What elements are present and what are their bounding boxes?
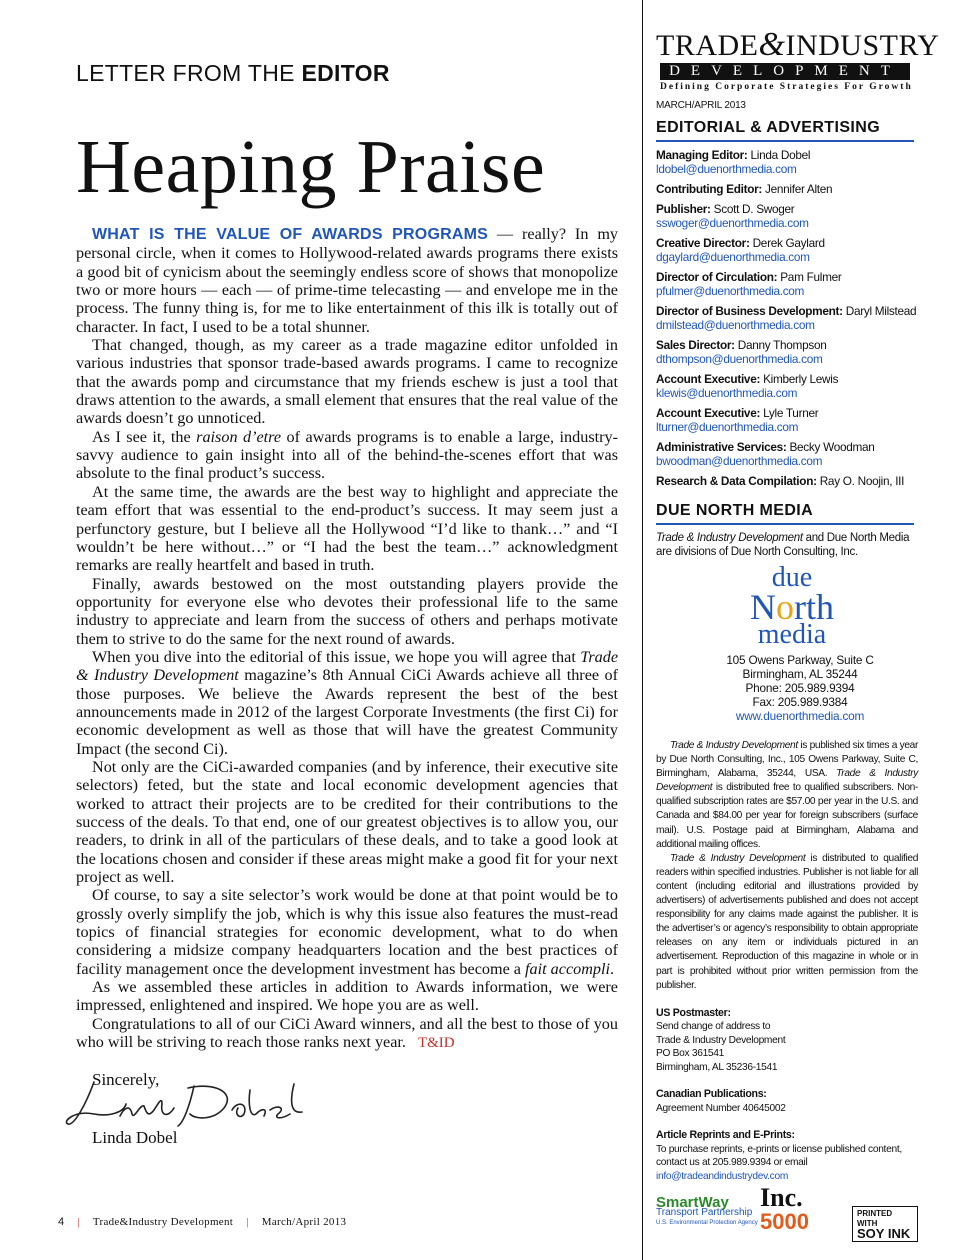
issue-date: MARCH/APRIL 2013 bbox=[656, 100, 746, 111]
paragraph-3: As I see it, the raison d’etre of awards programs is to enable a large, industry-savvy audience to gain insight into all of the behind-the-scenes effort that was absolute to the final product’s success. bbox=[76, 427, 618, 483]
staff-email[interactable]: klewis@duenorthmedia.com bbox=[656, 386, 798, 400]
end-mark: T&ID bbox=[417, 1035, 455, 1052]
postmaster-block: US Postmaster: Send change of address to Trade & Industry Development PO Box 361541 Birmingham, AL 35236-1541 bbox=[656, 1006, 786, 1073]
paragraph-7: Not only are the CiCi-awarded companies (and by inference, their executive site selectors) feted, but the state and local economic development agencies that worked to attract their projects are to be credited for their contributions to the success of the deals. To that end, one of our greatest objectives is to allow you, our readers, to drink in all of the particulars of these deals, and to take a good look at the locations chosen and consider if these areas might make a good fit for your next project as well. bbox=[76, 757, 618, 887]
signature-name: Linda Dobel bbox=[92, 1128, 178, 1147]
staff-email[interactable]: sswoger@duenorthmedia.com bbox=[656, 216, 809, 230]
badge-row bbox=[656, 1183, 918, 1241]
paragraph-6: When you dive into the editorial of this issue, we hope you will agree that Trade & Industry Development magazine’s 8th Annual CiCi Awards achieve all three of those purposes. We believe the Awards represent the best of the best announcements made in 2012 of the largest Corporate Investments (the first Ci) for economic development as well as those that will have the greatest Community Impact (the second Ci). bbox=[76, 647, 618, 758]
staff-row: Managing Editor: Linda Dobel ldobel@duenorthmedia.com bbox=[656, 148, 918, 176]
staff-row: Account Executive: Kimberly Lewis klewis@duenorthmedia.com bbox=[656, 372, 918, 400]
footer-issue: March/April 2013 bbox=[261, 1216, 347, 1228]
paragraph-8: Of course, to say a site selector’s work would be done at that point would be to grossly overly simplify the job, which is why this issue also features the must-read topics of financial strategies for economic development, what to do when considering a midsize company headquarters location and the best practices of facility management once the development investment has become a fait accompli. bbox=[76, 886, 618, 978]
logo-tagline: Defining Corporate Strategies For Growth bbox=[660, 82, 913, 92]
signature-image bbox=[64, 1074, 304, 1136]
staff-row: Publisher: Scott D. Swoger sswoger@duenorthmedia.com bbox=[656, 202, 918, 230]
staff-email[interactable]: lturner@duenorthmedia.com bbox=[656, 420, 799, 434]
due-north-logo: due North media bbox=[750, 562, 834, 650]
staff-email[interactable]: dmilstead@duenorthmedia.com bbox=[656, 318, 815, 332]
paragraph-10: Congratulations to all of our CiCi Award winners, and all the best to those of you who will be striving to reach those ranks next year. T&ID bbox=[76, 1014, 618, 1052]
paragraph-5: Finally, awards bestowed on the most outstanding players provide the opportunity for everyone else who devotes their professional life to the same industry to appreciate and learn from the success of others and perhaps motivate them to strive to do the same for the next round of awards. bbox=[76, 574, 618, 648]
masthead bbox=[656, 26, 940, 1183]
magazine-logo: TRADE&INDUSTRY bbox=[656, 26, 940, 63]
closing: Sincerely, bbox=[92, 1070, 160, 1090]
footer-magazine: Trade&Industry Development bbox=[92, 1216, 234, 1228]
staff-row: Account Executive: Lyle Turner lturner@duenorthmedia.com bbox=[656, 406, 918, 434]
editor-letter bbox=[76, 60, 618, 1090]
staff-email[interactable]: ldobel@duenorthmedia.com bbox=[656, 162, 797, 176]
address-block: 105 Owens Parkway, Suite C Birmingham, AL 35244 Phone: 205.989.9394 Fax: 205.989.9384 www.duenorthmedia.com bbox=[656, 653, 918, 723]
page-number: 4 bbox=[58, 1216, 65, 1228]
dnm-description: Trade & Industry Development and Due North Media are divisions of Due North Consulting, Inc. bbox=[656, 532, 910, 558]
staff-list bbox=[656, 148, 918, 488]
smartway-logo: SmartWay Transport Partnership U.S. Environmental Protection Agency bbox=[656, 1194, 758, 1226]
page-title: Heaping Praise bbox=[76, 125, 546, 209]
staff-row: Director of Circulation: Pam Fulmer pfulmer@duenorthmedia.com bbox=[656, 270, 918, 298]
staff-row: Administrative Services: Becky Woodman bwoodman@duenorthmedia.com bbox=[656, 440, 918, 468]
article-body bbox=[76, 225, 618, 1052]
staff-row: Director of Business Development: Daryl Milstead dmilstead@duenorthmedia.com bbox=[656, 304, 917, 332]
inc-5000-logo: Inc. 5000 bbox=[760, 1183, 809, 1234]
reprints-block: Article Reprints and E-Prints: To purchase reprints, e-prints or license published content, contact us at 205.989.9394 or email info@tradeandindustrydev.com bbox=[656, 1129, 902, 1182]
canadian-block: Canadian Publications: Agreement Number 40645002 bbox=[656, 1088, 786, 1114]
staff-row: Research & Data Compilation: Ray O. Noojin, III bbox=[656, 474, 905, 488]
paragraph-9: As we assembled these articles in addition to Awards information, we were impressed, enlightened and inspired. We hope you are as well. bbox=[76, 978, 618, 1015]
staff-row: Contributing Editor: Jennifer Alten bbox=[656, 182, 833, 196]
section-title-dnm: DUE NORTH MEDIA bbox=[656, 502, 914, 525]
section-kicker bbox=[76, 60, 618, 87]
paragraph-2: That changed, though, as my career as a trade magazine editor unfolded in various industries that sponsor trade-based awards programs. I came to recognize that the awards pomp and circumstance that my friends eschew is just a tool that draws attention to the awards, a small element that ensures that the real value of the awards doesn’t go unnoticed. bbox=[76, 336, 618, 428]
staff-row: Sales Director: Danny Thompson dthompson@duenorthmedia.com bbox=[656, 338, 918, 366]
logo-bar: DEVELOPMENT bbox=[660, 63, 910, 80]
staff-email[interactable]: bwoodman@duenorthmedia.com bbox=[656, 454, 823, 468]
staff-email[interactable]: pfulmer@duenorthmedia.com bbox=[656, 284, 805, 298]
soy-ink-logo: PRINTED WITH SOY INK bbox=[852, 1206, 918, 1242]
reprints-email-link[interactable]: info@tradeandindustrydev.com bbox=[656, 1170, 789, 1182]
column-divider bbox=[642, 0, 643, 1260]
publication-notice: Trade & Industry Development is published six times a year by Due North Consulting, Inc., 105 Owens Parkway, Suite C, Birmingham, Alabama, 35244, USA. Trade & Industry Development is distributed free to qualified subscribers. Non-qualified subscription rates are $57.00 per year in the U.S. and Canada and $84.00 per year for foreign subscribers (surface mail). U.S. Postage paid at Birmingham, Alabama and additional mailing offices. Trade & Industry Development is distributed to qualified readers within specified industries. Publisher is not liable for all content (including editorial and illustrations provided by advertisers) of advertisements published and does not accept responsibility for any claims made against the publisher. It is the advertiser’s or agency’s responsibility to obtain appropriate releases on any item or individuals pictured in an advertisement. Reproduction of this magazine in whole or in part is prohibited without prior written permission from the publisher. bbox=[656, 740, 919, 991]
staff-email[interactable]: dthompson@duenorthmedia.com bbox=[656, 352, 823, 366]
staff-row: Creative Director: Derek Gaylard dgaylard@duenorthmedia.com bbox=[656, 236, 918, 264]
kicker-prefix: LETTER FROM THE bbox=[76, 60, 295, 86]
paragraph-1: WHAT IS THE VALUE OF AWARDS PROGRAMS — really? In my personal circle, when it comes to Hollywood-related awards programs there exists a good bit of cynicism about the seemingly endless score of shows that monopolize two or more hours — each — of prime-time telecasting — and envelope me in the process. The funny thing is, for me to like entertainment of this ilk is totally out of character. In fact, I used to be a total shunner. bbox=[76, 225, 618, 336]
lead-in: WHAT IS THE VALUE OF AWARDS PROGRAMS bbox=[92, 226, 489, 243]
kicker-bold: EDITOR bbox=[301, 60, 390, 86]
paragraph-4: At the same time, the awards are the best way to highlight and appreciate the team effort that was essential to the end-product’s success. It may seem just a perfunctory gesture, but I believe all the Hollywood “I’d like to thank…” and “I wouldn’t be here without…” or “I had the best the team…” acknowledgment remarks are really heartfelt and based in truth. bbox=[76, 482, 618, 575]
staff-email[interactable]: dgaylard@duenorthmedia.com bbox=[656, 250, 810, 264]
page-footer: 4 | Trade&Industry Development | March/April 2013 bbox=[58, 1216, 347, 1228]
website-link[interactable]: www.duenorthmedia.com bbox=[735, 709, 865, 723]
section-title-editorial: EDITORIAL & ADVERTISING bbox=[656, 119, 914, 142]
